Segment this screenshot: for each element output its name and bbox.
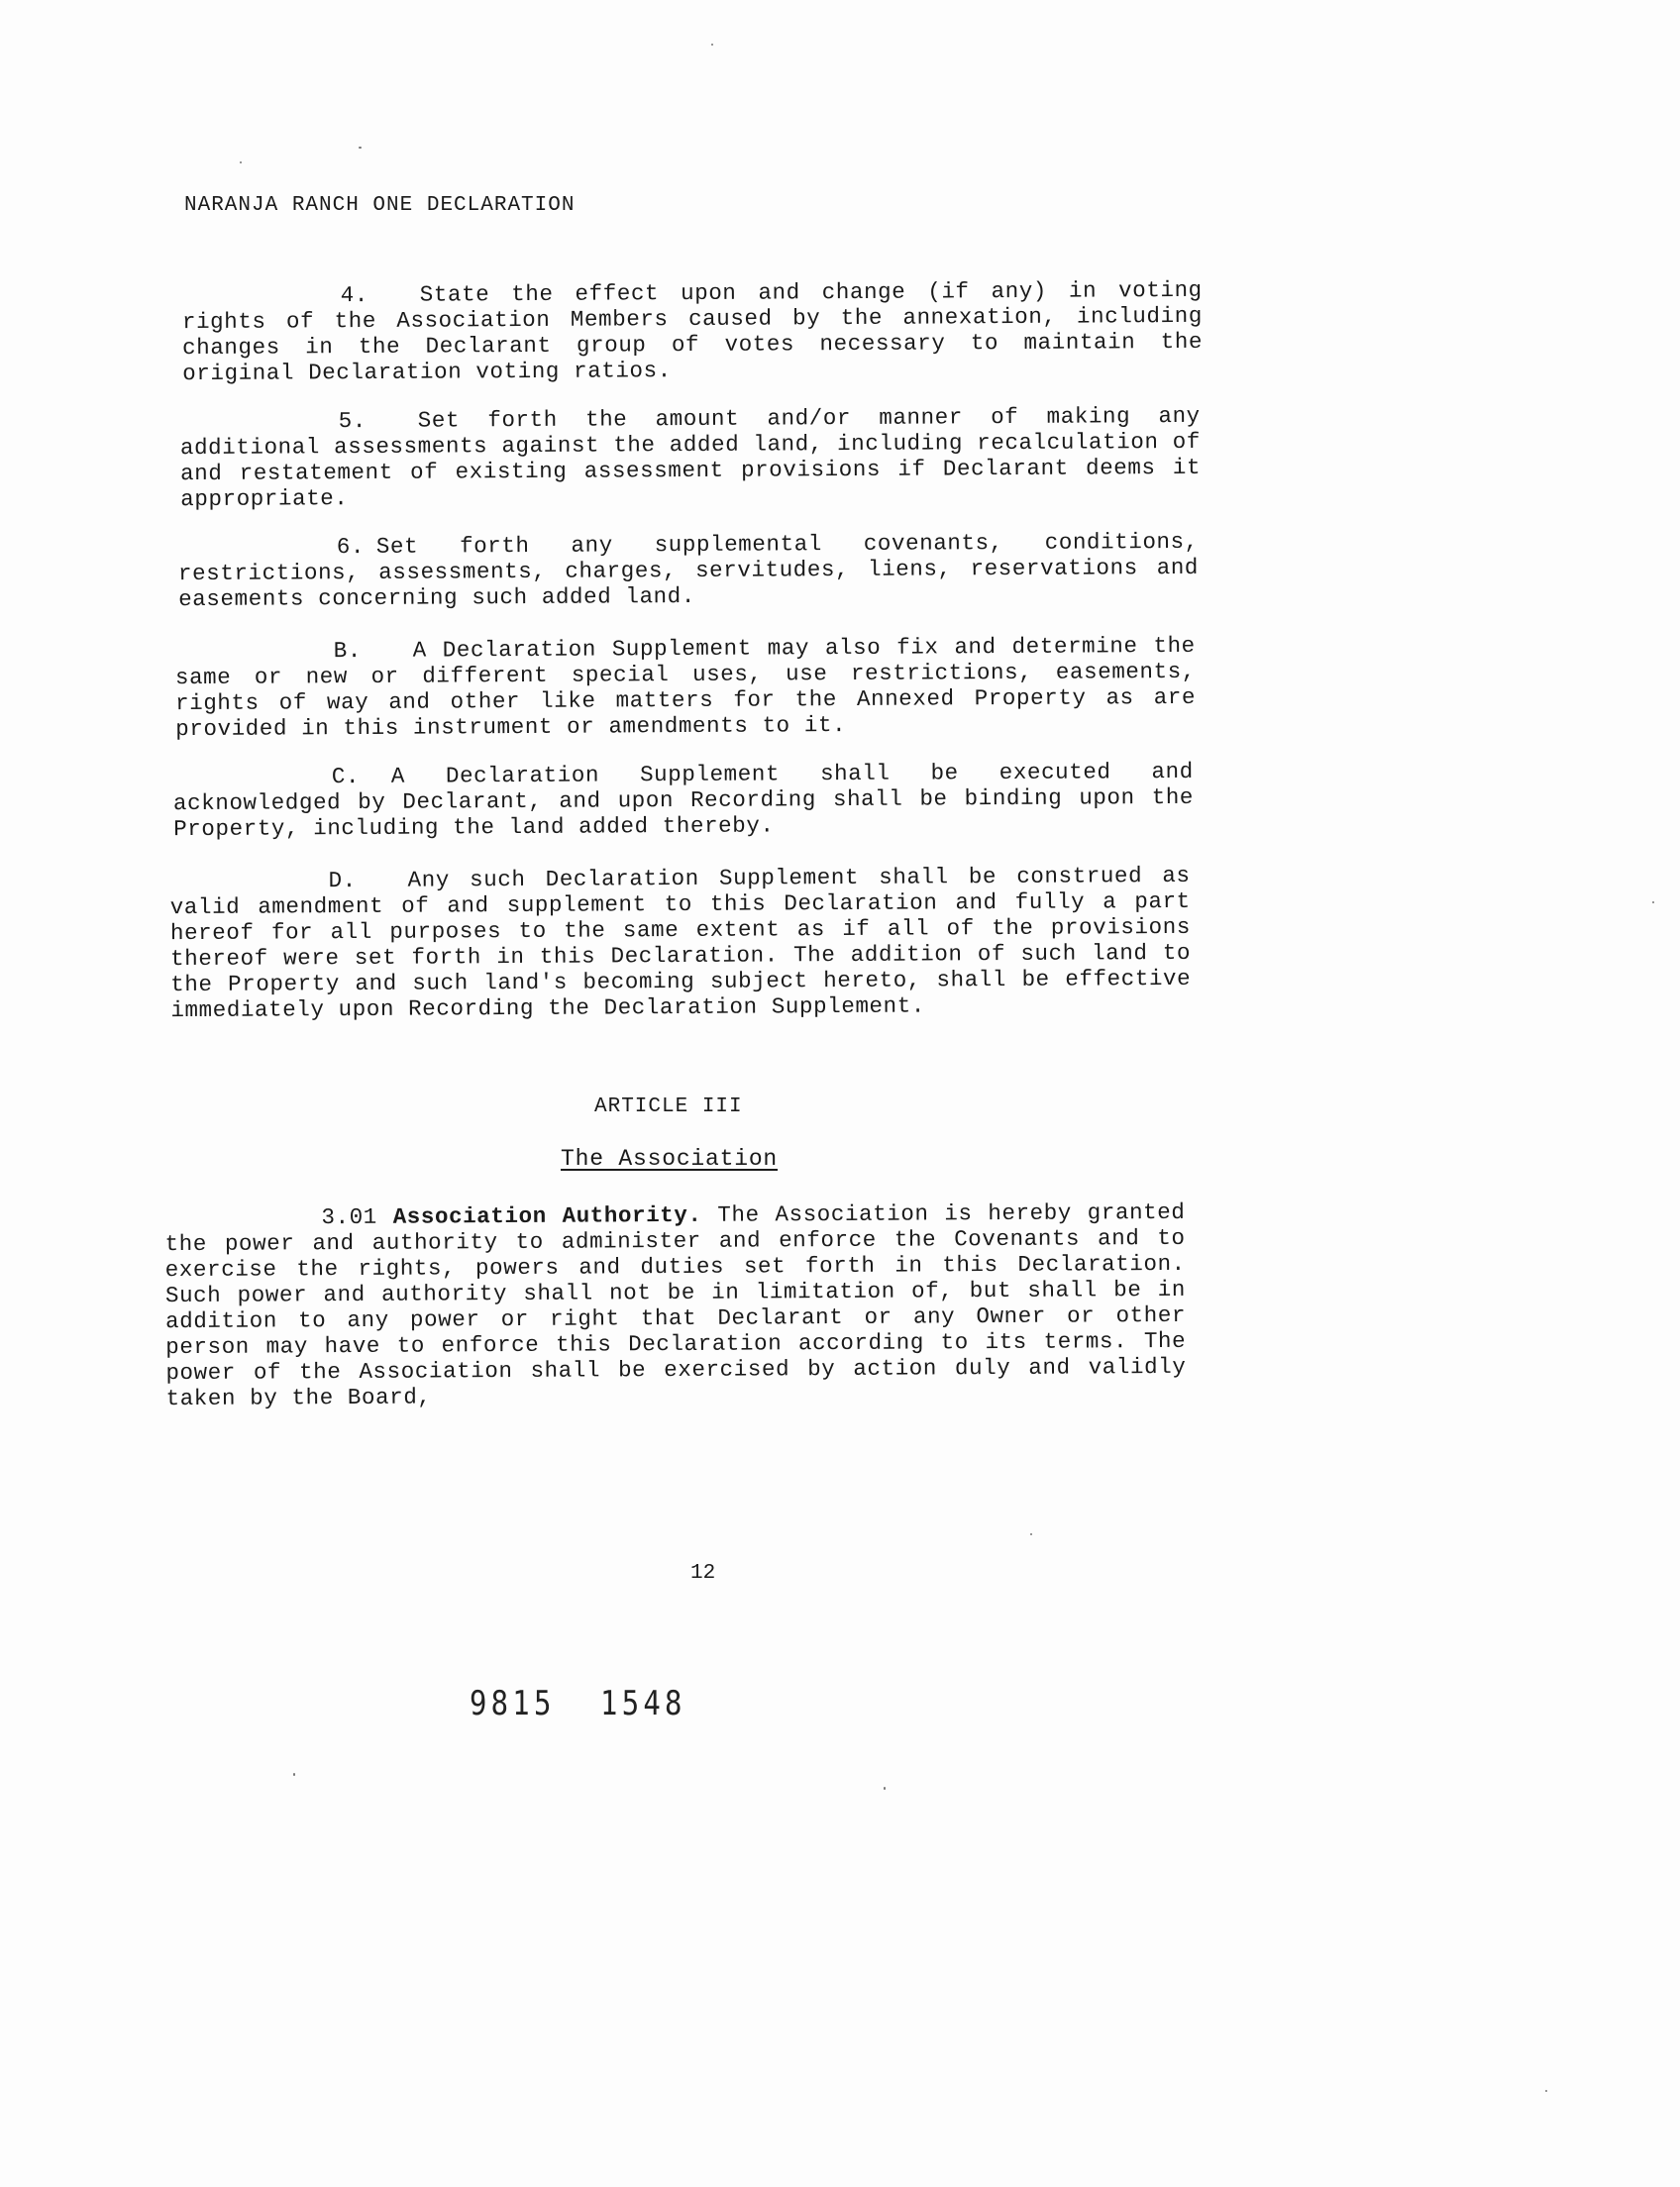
scan-speck: [240, 161, 242, 163]
section-3-01: [164, 1199, 1186, 1411]
paragraph-item-6: [178, 529, 1199, 612]
page-number: 12: [690, 1562, 716, 1585]
paragraph-text: A Declaration Supplement may also fix and determine the same or new or different special uses, use restrictions, easements, rights of way and other like matters for the Annexed Property as are provided in this instrument or amendments to it.: [174, 632, 1197, 743]
section-indent: [164, 1223, 321, 1224]
paragraph-text: Set forth the amount and/or manner of making any additional assessments against the added land, including recalculation of and restatement of existing assessment provisions if Declarant deems it appropriate.: [179, 402, 1202, 513]
scan-speck: [1030, 1533, 1032, 1535]
paragraph-text: Set forth any supplemental covenants, conditions, restrictions, assessments, charges, servitudes, liens, reservations and easements concerning such added land.: [177, 528, 1200, 613]
paragraph-item-5: [180, 403, 1202, 512]
scan-speck: [1652, 901, 1654, 903]
scan-speck: [359, 147, 362, 149]
section-text: The Association is hereby granted the power and authority to administer and enforce the Covenants and to exercise the rights, powers and duties set forth in this Declaration. Such power and authority shall not be in limitation of, but shall be in addition to any power or right that Declarant or any Owner or other person may have to enforce this Declaration according to its terms. The power of the Association shall be exercised by action duly and validly taken by the Board,: [164, 1198, 1187, 1412]
section-number: 3.01: [321, 1203, 377, 1231]
paragraph-lead: B.: [333, 637, 363, 665]
paragraph-lead: C.: [331, 763, 361, 790]
paragraph-lead: 5.: [338, 407, 368, 435]
paragraph-item-4: [182, 277, 1204, 386]
paragraph-lead: 6.: [336, 533, 366, 561]
paragraph-c: [173, 759, 1194, 842]
document-header: NARANJA RANCH ONE DECLARATION: [184, 194, 576, 217]
article-heading: ARTICLE III: [594, 1095, 743, 1118]
paragraph-b: [175, 633, 1197, 742]
article-title: The Association: [561, 1146, 779, 1172]
scan-speck: [884, 1787, 886, 1790]
paragraph-lead: 4.: [340, 281, 369, 309]
paragraph-d: [170, 863, 1192, 1023]
scan-speck: [711, 44, 713, 46]
scan-speck: [1545, 2090, 1547, 2092]
paragraph-text: State the effect upon and change (if any) in voting rights of the Association Members caused by the annexation, including changes in the Declarant group of votes necessary to maintain the original Declaration voting ratios.: [181, 276, 1204, 387]
paragraph-text: Any such Declaration Supplement shall be construed as valid amendment of and supplement to this Declaration and fully a part hereof for all purposes to the same extent as if all of the provisions thereof were set forth in this Declaration. The addition of such land to the Property and such land's becoming subject hereto, shall be effective immediately upon Recording the Declaration Supplement.: [169, 862, 1192, 1024]
scan-speck: [293, 1773, 295, 1776]
paragraph-text: A Declaration Supplement shall be executed and acknowledged by Declarant, and upon Recording shall be binding upon the Property, including the land added thereby.: [172, 758, 1195, 843]
recording-stamp: 9815 1548: [470, 1684, 686, 1723]
paragraph-lead: D.: [328, 867, 357, 894]
section-heading: Association Authority.: [392, 1201, 702, 1230]
